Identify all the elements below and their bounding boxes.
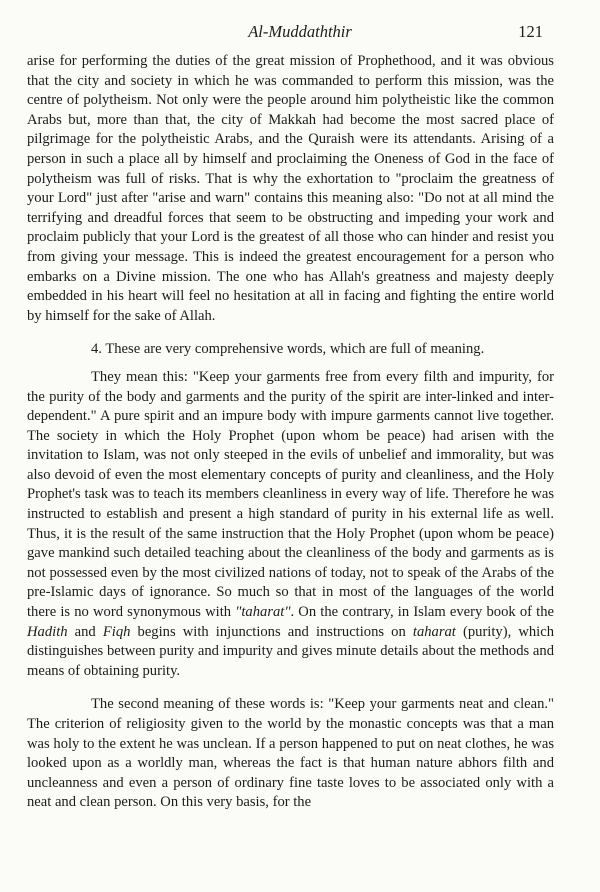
term-taharat-quoted: "taharat" <box>235 604 291 621</box>
page-number: 121 <box>518 22 543 41</box>
term-taharat: taharat <box>412 623 456 640</box>
paragraph-text: begins with injunctions and instructions on <box>130 623 413 640</box>
paragraph-continuation: arise for performing the duties of the great mission of Prophethood, and it was obvious that the city and society in which he was commanded to perform this mission, was the centre of polytheism. Not only were the people around him polytheistic like the common Arabs but, more than that, the city of Makkah had become the most sacred place of pilgrimage for the polytheistic Arabs, and the Quraish were its attendants. Arising of a person in such a place all by himself and proclaiming the Oneness of God in the face of polytheism was full of risks. That is why the exhortation to "proclaim the greatness of your Lord" just after "arise and warn" contains this meaning also: "Do not at all mind the terrifying and dreadful forces that seem to be obstructing and impeding your work and proclaim publicly that your Lord is the greatest of all those who can hinder and resist you from giving your message. This is indeed the greatest encouragement for a person who embarks on a Divine mission. The one who has Allah's greatness and majesty deeply embedded in his heart will feel no hesitation at all in facing and fighting the entire world by himself for the sake of Allah. <box>27 53 554 324</box>
term-fiqh: Fiqh <box>102 623 131 640</box>
page-header <box>0 22 600 44</box>
term-hadith: Hadith <box>27 623 68 640</box>
paragraph-second-meaning: The second meaning of these words is: "Keep your garments neat and clean." The criterion of religiosity given to the world by the monastic concepts was that a man was holy to the extent he was unclean. If a person happened to put on neat clothes, he was looked upon as a worldly man, whereas the fact is that human nature abhors filth and uncleanness and even a person of ordinary fine taste loves to be associated only with a neat and clean person. On this very basis, for the <box>27 696 554 811</box>
paragraph-text: . On the contrary, in Islam every book of the <box>290 604 554 621</box>
paragraph-text: (purity), which distinguishes between purity and impurity and gives minute details about the methods and means of obtaining purity. <box>27 623 554 679</box>
paragraph-note-4: 4. These are very comprehensive words, which are full of meaning. <box>91 341 485 358</box>
paragraph-text: and <box>67 623 103 640</box>
page-body <box>27 52 554 813</box>
paragraph-garments-purity <box>27 368 554 682</box>
running-head: Al-Muddaththir <box>248 22 352 41</box>
paragraph-text: They mean this: "Keep your garments free from every filth and impurity, for the purity of the body and garments and the purity of the spirit are inter-linked and inter-dependent." A pure spirit and an impure body with impure garments cannot live together. The society in which the Holy Prophet (upon whom be peace) had arisen with the invitation to Islam, was not only steeped in the evils of unbelief and immorality, but was also devoid of even the most elementary concepts of purity and cleanliness, and the Holy Prophet's task was to teach its members cleanliness in every way of life. Therefore he was instructed to establish and present a high standard of purity in his external life as well. Thus, it is the result of the same instruction that the Holy Prophet (upon whom be peace) gave mankind such detailed teaching about the cleanliness of the body and garments as is not possessed even by the most civilized nations of today, not to speak of the Arabs of the pre-Islamic days of ignorance. So much so that in most of the languages of the world there is no word synonymous with <box>27 368 554 621</box>
